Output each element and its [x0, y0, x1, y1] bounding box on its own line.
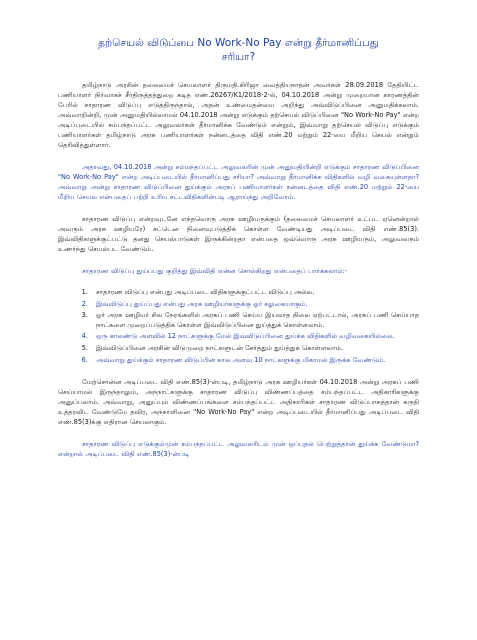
title-line-2: சரியா?	[221, 51, 256, 63]
paragraph-1: தமிழ்நாடு அரசின் தலைமைச் செயலாளர் திருமதி.கிரிஜா வைத்தியநாதன் அவர்கள் 28.09.2018 தேதியிட்ட பணியாளர் நிர்வாகச் சீர்திருத்தத்துறை கடித எண்.26267/K1/2018-2-ல், 04.10.2018 அன்று முறையான காரணத்தின் பேரில் சாதாரண விடுப்பு எடுத்திருந்தால், அதன் உண்மைதன்மை அறிந்து அவ்விடுப்பினை அனுமதிக்கலாம். அவ்வாறின்றி, முன் அனுமதியில்லாமல் 04.10.2018 அன்று எடுக்கும் தற்செயல் விடுப்பினை "No Work-No Pay" என்ற அடிப்படையில் சம்பந்தப்பட்ட அலுவலர்கள் தீர்மானிக்க வேண்டும் என்றும், இவ்வாறு தற்செயல் விடுப்பு எடுக்கும் பணியாளர்கள் தமிழ்நாடு அரசு பணியாளர்கள் நன்னடத்தை விதி எண்.20 மற்றும் 22-யை மீறிய செயல் என்றும் தெரிவித்துள்ளார்.	[58, 81, 419, 149]
page-title	[58, 36, 419, 64]
rule-item-6: 6. அவ்வாறு துய்க்கும் சாதாரண விடுப்பின் கால அளவு 10 நாட்களுக்கு மிகாமல் இருக்க வேண்டும்.	[90, 356, 419, 366]
rule-item-2: 2. இவ்விடுப்பு துய்ப்பது என்பது அரசு ஊழியர்களுக்கு ஓர் சலுகையாகும்.	[90, 300, 419, 310]
title-line-1: தற்செயல் விடுப்பை No Work-No Pay என்று தீர்மானிப்பது	[98, 37, 379, 49]
paragraph-6: சாதாரண விடுப்பு எடுக்கும்முன் சம்பந்தப்பட்ட அலுவலரிடம் முன் ஒப்புதல் பெற்றுத்தான் துய்க்க வேண்டுமா? என்றால் அடிப்படை விதி எண்.85(3)-ன்படி	[58, 440, 419, 459]
rules-list	[58, 288, 419, 365]
rule-item-3: 3. ஓர் அரசு ஊழியர் சில நேரங்களில் அரசுப் பணி செய்ய இயலாத நிலை ஏற்பட்டால், அரசுப் பணி செய்யாத நாட்களை முறைப்படுத்திக் கொள்ள இவ்விடுப்பினை துய்த்துக் கொள்ளலாம்.	[90, 311, 419, 330]
rule-item-4: 4. ஒரு காலண்டு அளவில் 12 நாட்களுக்கு மேல் இவ்விடுப்பினை துய்க்க விதிகளில் வழிவகையில்லை.	[90, 332, 419, 342]
paragraph-4: சாதாரண விடுப்பு துய்ப்பது குறித்து இவ்விதி என்ன சொல்கிறது என்பதைப் பார்க்கலாம்:-	[82, 267, 348, 275]
paragraph-3: சாதாரண விடுப்பு என்றவுடனே எந்தவொரு அரசு ஊழியருக்கும் (தலைமைச் செயலாளர் உட்பட ஏனென்றால் அவரும் அரசு ஊழியரே) சட்டென நினைவுபடுத்திக் கொள்ள வேண்டியது அடிப்படை விதி எண்.85(3). இவ்விதிகளுக்குட்பட்டு தனது செயல்பாடுகள் இருக்கின்றதா என்பதை ஒவ்வொரு அரசு ஊழியரும், அலுவலரும் உணர்ந்து செயல்பட வேண்டும்.	[58, 215, 419, 253]
paragraph-5: மேற்சொன்ன அடிப்படை விதி எண்.85(3)-ன்படி, தமிழ்நாடு அரசு ஊழியர்கள் 04.10.2018 அன்று அரசுப் பணி செய்யாமல் இருந்தாலும், அந்நாட்களுக்கு சாதாரண விடுப்பு விண்ணப்பத்தை சம்பந்தப்பட்ட அதிகாரிகளுக்கு அனுப்பலாம். அவ்வாறு, அனுப்பும் விண்ணப்பங்களை சம்பந்தப்பட்ட அதிகாரிகள் சாதாரண விடுப்பாகத்தான் கருதி உத்தரவிட வேண்டுமே தவிர, அந்நாளினை "No Work-No Pay" என்ற அடிப்படையில் தீர்மானிப்பது அடிப்படை விதி எண்.85(3)க்கு எதிரான செயலாகும்.	[58, 378, 419, 427]
rule-item-5: 5. இவ்விடுப்பினை அரசின் விடுமுறை நாட்களுடன் சேர்த்தும் துய்த்துக் கொள்ளலாம்.	[90, 344, 419, 354]
paragraph-2: அதாவது, 04.10.2018 அன்று சம்மந்தப்பட்ட அலுவலரின் முன் அனுமதியின்றி எடுக்கும் சாதாரண விடுப்பினை "No Work-No Pay" என்ற அடிப்படையில் தீர்மானிப்பது சரியா? அவ்வாறு தீர்மானிக்க விதிகளில் வழி வகையுள்ளதா? அவ்வாறு அன்று சாதாரண விடுப்பினை துய்க்கும் அரசுப் பணியாளர்கள் நன்னடத்தை விதி எண்.20 மற்றும் 22-யை மீறிய செயல என்பதைப் பற்றி உரிய சட்டவிதிகளின்படி ஆராய்ந்து அறிவோம்.	[58, 163, 419, 201]
rule-item-1: 1. சாதாரண விடுப்பு என்பது அடிப்படை விதிகளுக்குட்பட்ட விடுப்பு அல்ல.	[90, 288, 419, 298]
